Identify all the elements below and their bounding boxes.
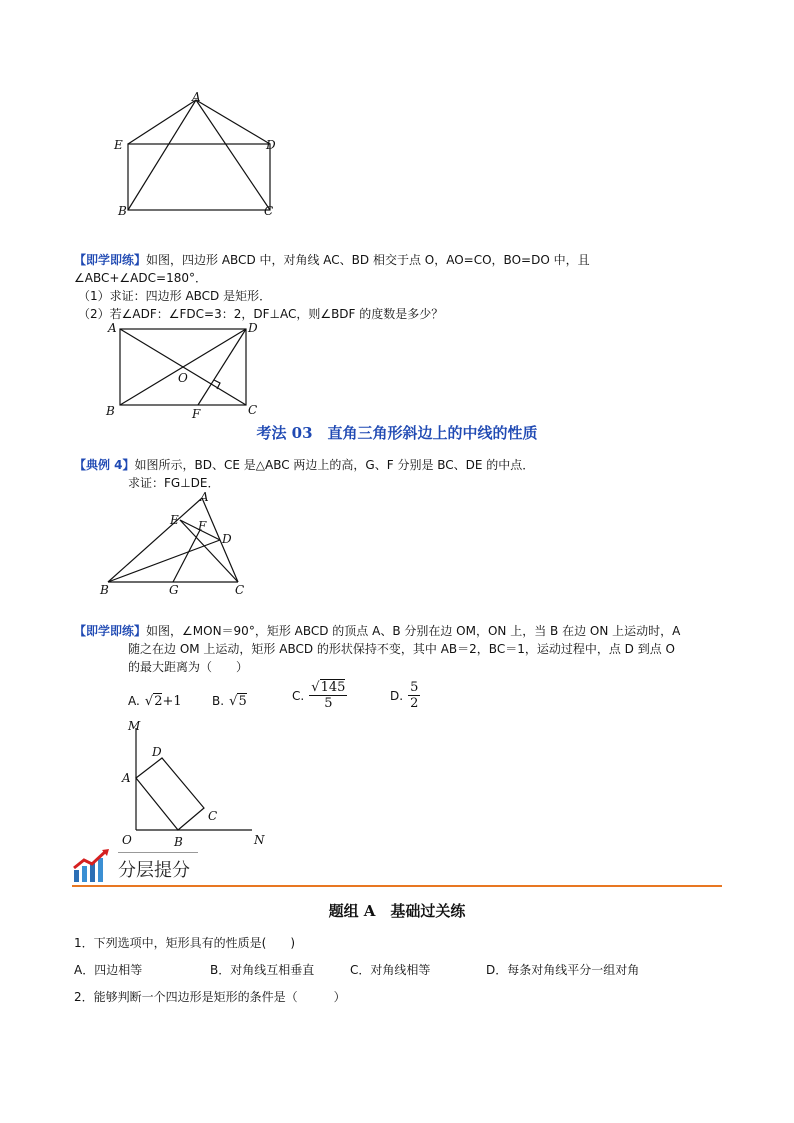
option-c[interactable]: C. $\frac{√145}{5}$ bbox=[292, 680, 346, 711]
figure-3 bbox=[96, 490, 256, 600]
banner-title-overline bbox=[118, 852, 198, 853]
question-2-stem: 2．能够判断一个四边形是矩形的条件是（ ） bbox=[74, 990, 346, 1004]
banner-logo bbox=[72, 848, 112, 888]
option-b[interactable]: B. √5 bbox=[212, 694, 247, 709]
section-heading: 考法 03 直角三角形斜边上的中线的性质 bbox=[256, 424, 538, 442]
practice2-line3: 的最大距离为（ ） bbox=[128, 660, 249, 674]
label-d: D bbox=[222, 532, 232, 546]
chart-growth-icon bbox=[72, 848, 112, 884]
question-1-option-b[interactable]: B．对角线互相垂直 bbox=[210, 963, 315, 977]
option-b-label: B. bbox=[212, 694, 225, 708]
example4-line1 bbox=[74, 456, 534, 474]
figure-2 bbox=[104, 320, 264, 420]
banner-divider bbox=[72, 885, 722, 887]
example-tag: 【典例 4】 bbox=[74, 458, 135, 472]
option-a-radicand: 2 bbox=[154, 694, 163, 709]
label-d: D bbox=[152, 745, 162, 759]
example4-line2: 求证：FG⊥DE． bbox=[128, 476, 220, 490]
option-d-numerator: 5 bbox=[410, 680, 419, 695]
line-ae bbox=[128, 100, 196, 144]
label-o: O bbox=[178, 371, 188, 385]
label-a: A bbox=[108, 321, 117, 335]
example4-text1: 如图所示，BD、CE 是△ABC 两边上的高，G、F 分别是 BC、DE 的中点． bbox=[134, 458, 535, 472]
option-a-label: A. bbox=[128, 694, 140, 708]
question-1-option-c[interactable]: C．对角线相等 bbox=[350, 963, 431, 977]
label-c: C bbox=[208, 809, 218, 823]
option-a-tail: +1 bbox=[162, 694, 182, 709]
option-d-denominator: 2 bbox=[410, 696, 419, 711]
practice-tag: 【即学即练】 bbox=[74, 624, 147, 638]
label-o: O bbox=[122, 833, 132, 847]
line-ac bbox=[196, 100, 270, 210]
figure-4 bbox=[118, 718, 274, 850]
option-b-radicand: 5 bbox=[238, 694, 247, 709]
height-bd bbox=[108, 540, 220, 582]
question-1-option-a[interactable]: A．四边相等 bbox=[74, 963, 143, 977]
label-c: C bbox=[248, 403, 258, 417]
practice1-q2: （2）若∠ADF：∠FDC=3：2，DF⊥AC，则∠BDF 的度数是多少？ bbox=[78, 307, 444, 321]
group-a-title: 题组 A 基础过关练 bbox=[328, 902, 466, 920]
label-b: B bbox=[118, 204, 127, 218]
practice2-text1: 如图，∠MON＝90°，矩形 ABCD 的顶点 A、B 分别在边 OM，ON 上，当 B 在边 ON 上运动时，A bbox=[146, 624, 681, 638]
line-df bbox=[198, 329, 246, 405]
banner-title: 分层提分 bbox=[118, 860, 190, 881]
label-f: F bbox=[192, 407, 201, 420]
practice-tag: 【即学即练】 bbox=[74, 253, 147, 267]
rect-ebcd bbox=[128, 144, 270, 210]
figure-1 bbox=[110, 92, 290, 222]
option-c-radicand: 145 bbox=[320, 680, 346, 695]
line-ab bbox=[128, 100, 196, 210]
rect-abcd bbox=[136, 758, 204, 830]
practice1-q1: （1）求证：四边形 ABCD 是矩形． bbox=[78, 289, 272, 303]
label-b: B bbox=[174, 835, 183, 849]
label-b: B bbox=[100, 583, 109, 597]
option-c-denominator: 5 bbox=[324, 696, 333, 711]
label-c: C bbox=[235, 583, 245, 597]
practice1-line2: ∠ABC+∠ADC=180°． bbox=[74, 271, 207, 285]
label-e: E bbox=[114, 138, 123, 152]
line-ad bbox=[196, 100, 270, 144]
label-e: E bbox=[170, 513, 179, 527]
label-b: B bbox=[106, 404, 115, 418]
label-d: D bbox=[266, 138, 276, 152]
practice2-line1 bbox=[74, 622, 680, 640]
side-ba bbox=[108, 498, 202, 582]
label-a: A bbox=[192, 92, 201, 104]
label-c: C bbox=[264, 204, 274, 218]
question-1-stem: 1．下列选项中，矩形具有的性质是( ) bbox=[74, 936, 295, 950]
practice1-line1 bbox=[74, 251, 590, 269]
label-n: N bbox=[254, 833, 265, 847]
practice1-text1: 如图，四边形 ABCD 中，对角线 AC、BD 相交于点 O，AO=CO，BO=DO 中，且 bbox=[146, 253, 590, 267]
option-d-label: D. bbox=[390, 689, 404, 703]
option-d[interactable] bbox=[390, 680, 420, 711]
option-c-label: C. bbox=[292, 689, 305, 703]
label-d: D bbox=[248, 321, 258, 335]
option-a[interactable]: A. √2+1 bbox=[128, 694, 182, 709]
practice2-line2: 随之在边 OM 上运动，矩形 ABCD 的形状保持不变，其中 AB＝2，BC＝1，运动过程中，点 D 到点 O bbox=[128, 642, 675, 656]
label-g: G bbox=[169, 583, 179, 597]
label-m: M bbox=[128, 719, 141, 733]
label-a: A bbox=[122, 771, 131, 785]
question-1-option-d[interactable]: D．每条对角线平分一组对角 bbox=[486, 963, 640, 977]
label-a: A bbox=[200, 490, 209, 504]
label-f: F bbox=[198, 519, 207, 533]
